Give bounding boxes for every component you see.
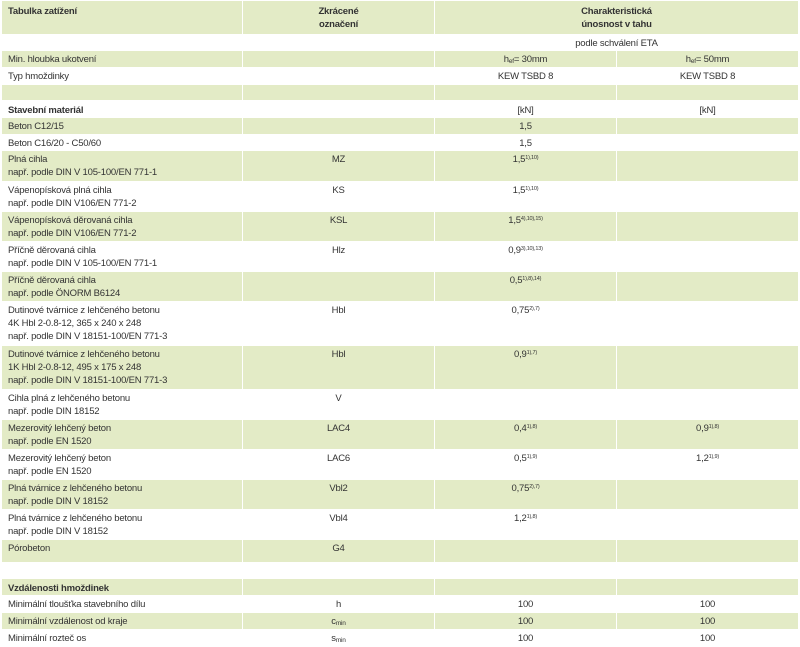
material-value-b [617, 346, 799, 390]
material-name-line: např. podle EN 1520 [8, 436, 92, 447]
depth-value-b: $h_{ef}= 50mm$ [617, 51, 799, 68]
header-tensile-capacity [435, 1, 799, 35]
header-load-table: Tabulka zatížení [2, 1, 243, 35]
material-name-line: např. podle DIN V 18151-100/EN 771-3 [8, 331, 168, 342]
material-value-b [617, 390, 799, 420]
material-row [2, 510, 799, 540]
material-value-b [617, 212, 799, 242]
material-value-b [617, 510, 799, 540]
material-name-line: např. podle DIN V 105-100/EN 771-1 [8, 258, 157, 269]
material-name-line: Dutinové tvárnice z lehčeného betonu [8, 349, 160, 360]
material-section-title: Stavební materiál [2, 101, 243, 118]
depth-value-a: $h_{ef}= 30mm$ [435, 51, 617, 68]
material-name [2, 242, 243, 272]
material-name-line: 1K Hbl 2-0.8-12, 495 x 175 x 248 [8, 362, 142, 373]
material-value-b [617, 151, 799, 182]
material-value-b: $1,2^{1),9)}$ [617, 450, 799, 480]
material-row [2, 540, 799, 563]
material-name [2, 135, 243, 151]
material-name-line: Beton C16/20 - C50/60 [8, 138, 101, 149]
material-name-line: Příčně děrovaná cihla [8, 275, 96, 286]
distance-value-a: 100 [435, 630, 617, 647]
material-name-line: např. podle EN 1520 [8, 466, 92, 477]
distance-value-b: 100 [617, 630, 799, 647]
material-name-line: Dutinové tvárnice z lehčeného betonu [8, 305, 160, 316]
material-code: Vbl2 [243, 480, 435, 510]
material-value-b [617, 118, 799, 135]
distance-section-title: Vzdálenosti hmoždinek [2, 579, 243, 596]
material-value-a: $0,75^{2),7)}$ [435, 302, 617, 346]
material-name-line: Cihla plná z lehčeného betonu [8, 393, 131, 404]
approval-row [2, 35, 799, 51]
material-code: Vbl4 [243, 510, 435, 540]
material-name-line: Plná cihla [8, 154, 48, 165]
distance-section-row [2, 579, 799, 596]
material-value-a: $0,5^{1),8),14)}$ [435, 272, 617, 302]
material-value-a: $0,75^{2),7)}$ [435, 480, 617, 510]
material-row [2, 151, 799, 182]
distance-row [2, 596, 799, 613]
unit-a: [kN] [435, 101, 617, 118]
material-value-a: $1,5^{1),10)}$ [435, 182, 617, 212]
material-value-a: $0,4^{1),8)}$ [435, 420, 617, 450]
material-value-a: 1,5 [435, 118, 617, 135]
material-code [243, 118, 435, 135]
material-name-line: Pórobeton [8, 543, 51, 554]
material-name-line: 4K Hbl 2-0.8-12, 365 x 240 x 248 [8, 318, 142, 329]
distance-code: $c_{min}$ [243, 613, 435, 630]
material-name-line: Plná tvárnice z lehčeného betonu [8, 483, 143, 494]
header-row [2, 1, 799, 35]
material-row [2, 420, 799, 450]
distance-value-b: 100 [617, 613, 799, 630]
material-row [2, 135, 799, 151]
material-section-row [2, 101, 799, 118]
anchor-type-row [2, 68, 799, 85]
distance-row [2, 613, 799, 630]
material-row [2, 302, 799, 346]
material-name [2, 450, 243, 480]
material-code: Hlz [243, 242, 435, 272]
material-code [243, 135, 435, 151]
material-code: MZ [243, 151, 435, 182]
material-value-b [617, 135, 799, 151]
material-code: G4 [243, 540, 435, 563]
anchor-type-label: Typ hmoždinky [2, 68, 243, 85]
header-abbreviation-line2: označení [318, 19, 359, 30]
header-tensile-line1: Charakteristická [581, 6, 652, 17]
distance-value-b: 100 [617, 596, 799, 613]
material-value-b [617, 272, 799, 302]
material-row [2, 118, 799, 135]
material-value-b [617, 302, 799, 346]
material-value-a: $1,5^{4),10),15)}$ [435, 212, 617, 242]
material-name-line: Příčně děrovaná cihla [8, 245, 96, 256]
material-value-a [435, 540, 617, 563]
material-code: KS [243, 182, 435, 212]
material-name-line: např. podle DIN V 18151-100/EN 771-3 [8, 375, 168, 386]
header-tensile-line2: únosnost v tahu [581, 19, 652, 30]
load-table [1, 0, 799, 647]
material-name [2, 272, 243, 302]
material-value-b [617, 540, 799, 563]
material-name-line: např. podle DIN 18152 [8, 406, 100, 417]
anchor-type-b: KEW TSBD 8 [617, 68, 799, 85]
material-value-a: $1,5^{1),10)}$ [435, 151, 617, 182]
material-value-a: $1,2^{1),8)}$ [435, 510, 617, 540]
distance-value-a: 100 [435, 596, 617, 613]
material-code [243, 272, 435, 302]
unit-b: [kN] [617, 101, 799, 118]
material-code: KSL [243, 212, 435, 242]
material-name [2, 212, 243, 242]
material-value-a: $0,9^{1),7)}$ [435, 346, 617, 390]
material-name-line: Vápenopísková děrovaná cihla [8, 215, 133, 226]
material-name-line: Plná tvárnice z lehčeného betonu [8, 513, 143, 524]
depth-row [2, 51, 799, 68]
material-value-a [435, 390, 617, 420]
material-name [2, 510, 243, 540]
material-name [2, 302, 243, 346]
material-row [2, 182, 799, 212]
material-name [2, 480, 243, 510]
material-name-line: Beton C12/15 [8, 121, 64, 132]
material-row [2, 450, 799, 480]
material-name-line: např. podle DIN V 18152 [8, 526, 108, 537]
material-name [2, 346, 243, 390]
material-value-b [617, 182, 799, 212]
material-value-b [617, 242, 799, 272]
material-row [2, 272, 799, 302]
header-abbreviation [243, 1, 435, 35]
material-name [2, 540, 243, 563]
material-code: LAC4 [243, 420, 435, 450]
anchor-type-a: KEW TSBD 8 [435, 68, 617, 85]
distance-label: Minimální rozteč os [2, 630, 243, 647]
material-row [2, 480, 799, 510]
material-value-a: $0,5^{1),9)}$ [435, 450, 617, 480]
material-name [2, 390, 243, 420]
material-name [2, 420, 243, 450]
material-name [2, 118, 243, 135]
material-code: Hbl [243, 302, 435, 346]
material-row [2, 242, 799, 272]
material-name-line: např. podle DIN V106/EN 771-2 [8, 198, 137, 209]
distance-code: h [243, 596, 435, 613]
approval-text: podle schválení ETA [435, 35, 799, 51]
depth-label: Min. hloubka ukotvení [2, 51, 243, 68]
material-code: Hbl [243, 346, 435, 390]
material-value-b: $0,9^{1),8)}$ [617, 420, 799, 450]
material-row [2, 390, 799, 420]
material-code: LAC6 [243, 450, 435, 480]
material-value-a: 1,5 [435, 135, 617, 151]
material-name-line: např. podle DIN V 18152 [8, 496, 108, 507]
distance-value-a: 100 [435, 613, 617, 630]
material-value-b [617, 480, 799, 510]
material-name [2, 182, 243, 212]
material-name-line: např. podle ÖNORM B6124 [8, 288, 121, 299]
material-name-line: Mezerovitý lehčený beton [8, 453, 111, 464]
spacer-row [2, 85, 799, 101]
distance-code: $s_{min}$ [243, 630, 435, 647]
header-abbreviation-line1: Zkrácené [318, 6, 359, 17]
material-code: V [243, 390, 435, 420]
material-row [2, 346, 799, 390]
distance-label: Minimální tloušťka stavebního dílu [2, 596, 243, 613]
spacer-row [2, 563, 799, 579]
distance-label: Minimální vzdálenost od kraje [2, 613, 243, 630]
material-name [2, 151, 243, 182]
material-name-line: Mezerovitý lehčený beton [8, 423, 111, 434]
material-name-line: např. podle DIN V106/EN 771-2 [8, 228, 137, 239]
material-name-line: např. podle DIN V 105-100/EN 771-1 [8, 167, 157, 178]
material-value-a: $0,9^{3),10),13)}$ [435, 242, 617, 272]
material-row [2, 212, 799, 242]
material-name-line: Vápenopísková plná cihla [8, 185, 112, 196]
